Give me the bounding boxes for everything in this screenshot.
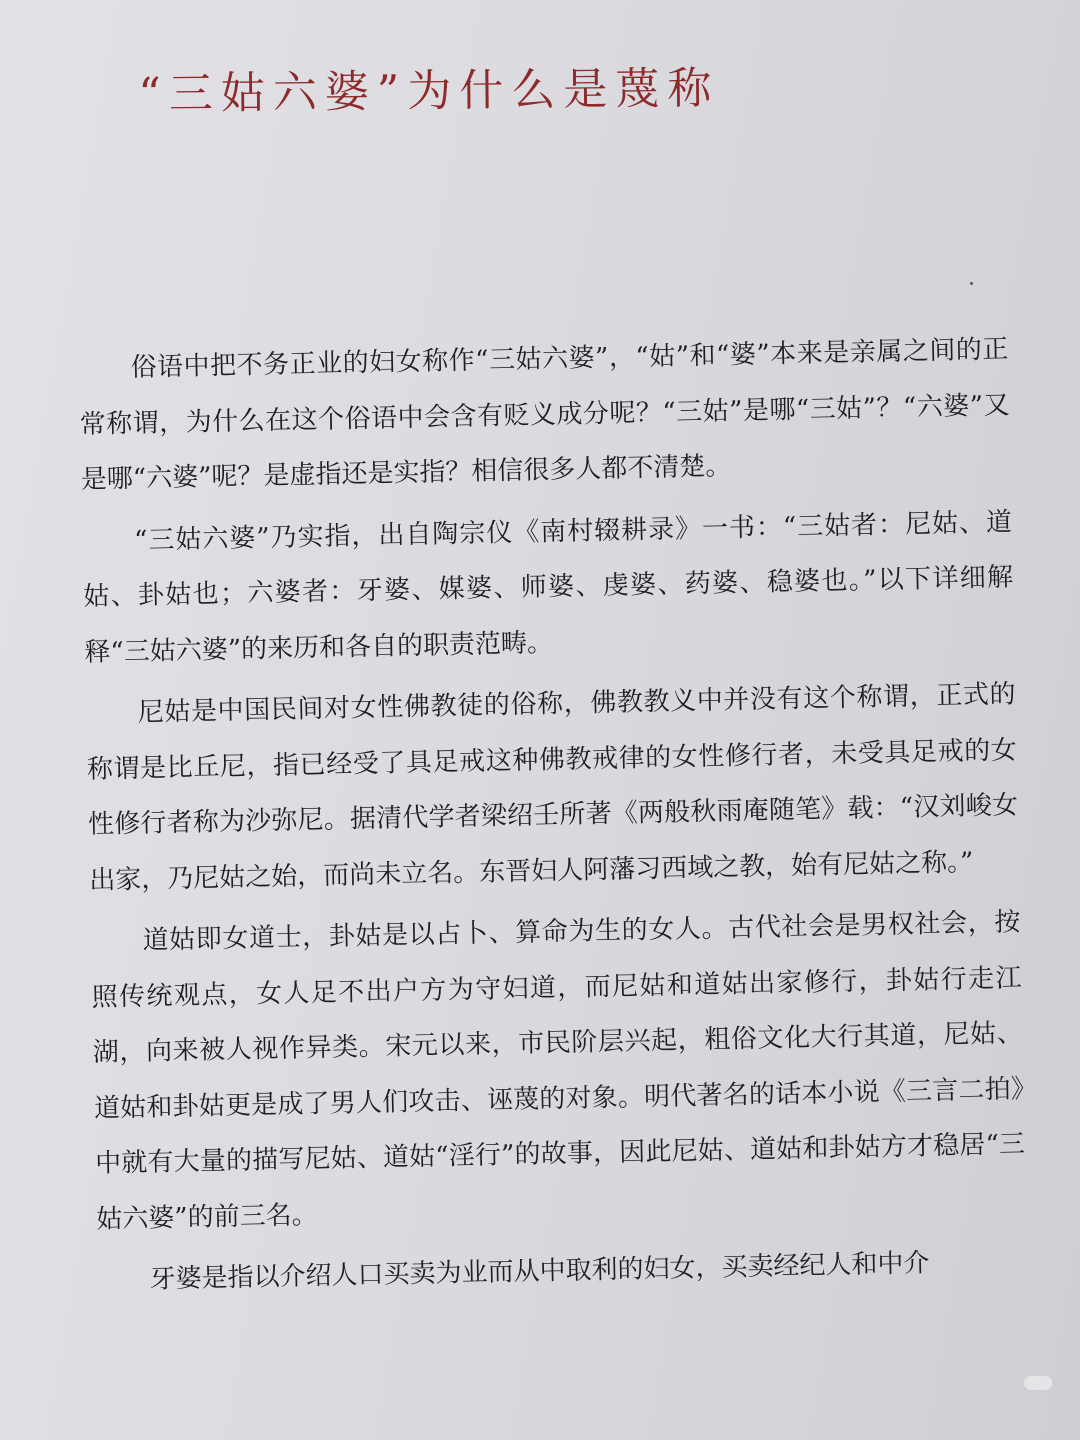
paper-speck [970, 282, 973, 285]
paragraph: 尼姑是中国民间对女性佛教徒的俗称，佛教教义中并没有这个称谓，正式的称谓是比丘尼，指已经受了具足戒这种佛教戒律的女性修行者，未受具足戒的女性修行者称为沙弥尼。据清代学者梁绍壬所著《两般秋雨庵随笔》载：“汉刘峻女出家，乃尼姑之始，而尚未立名。东晋妇人阿藩习西域之教，始有尼姑之称。” [86, 679, 1019, 896]
paragraph: 道姑即女道士，卦姑是以占卜、算命为生的女人。古代社会是男权社会，按照传统观点，女人足不出户方为守妇道，而尼姑和道姑出家修行，卦姑行走江湖，向来被人视作异类。宋元以来，市民阶层兴起，粗俗文化大行其道，尼姑、道姑和卦姑更是成了男人们攻击、诬蔑的对象。明代著名的话本小说《三言二拍》中就有大量的描写尼姑、道姑“淫行”的故事，因此尼姑、道姑和卦姑方才稳居“三姑六婆”的前三名。 [91, 907, 1026, 1235]
paragraph: 牙婆是指以介绍人口买卖为业而从中取利的妇女，买卖经纪人和中介 [149, 1248, 930, 1295]
watermark-badge [1024, 1376, 1052, 1390]
chapter-title: “三姑六婆”为什么是蔑称 [138, 62, 720, 120]
body-text [78, 323, 1028, 1316]
paragraph: “三姑六婆”乃实指，出自陶宗仪《南村辍耕录》一书：“三姑者：尼姑、道姑、卦姑也；六婆者：牙婆、媒婆、师婆、虔婆、药婆、稳婆也。”以下详细解释“三姑六婆”的来历和各自的职责范畴。 [83, 506, 1014, 668]
paragraph: 俗语中把不务正业的妇女称作“三姑六婆”，“姑”和“婆”本来是亲属之间的正常称谓，为什么在这个俗语中会含有贬义成分呢？“三姑”是哪“三姑”？“六婆”又是哪“六婆”呢？是虚指还是实指？相信很多人都不清楚。 [79, 334, 1010, 495]
